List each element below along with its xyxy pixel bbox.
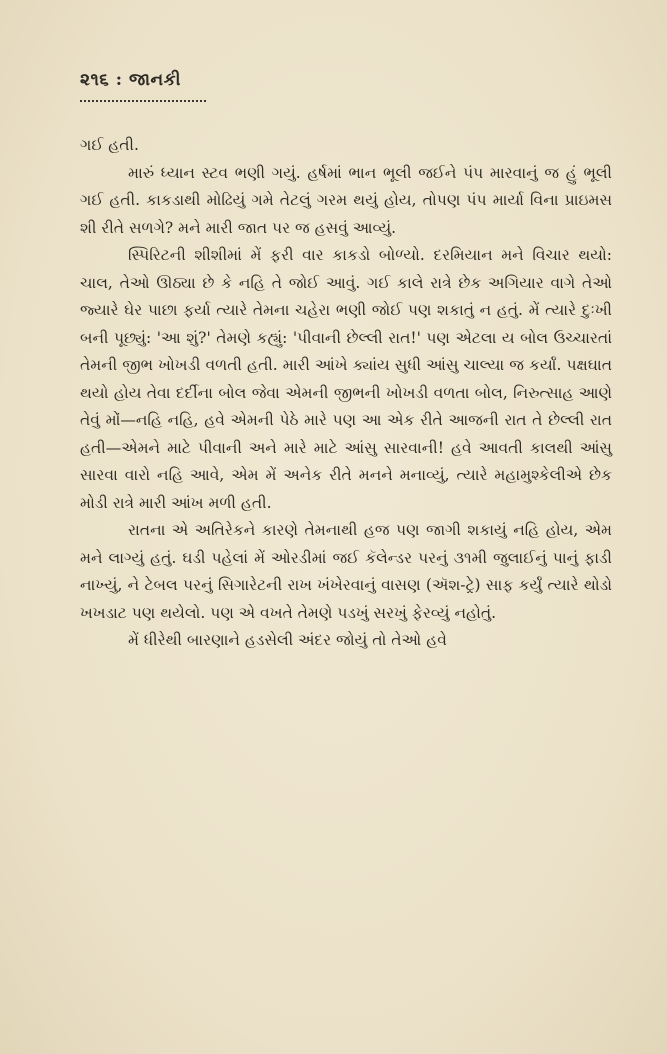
paragraph: સ્પિરિટની શીશીમાં મેં ફરી વાર કાકડો બોળ્યો. દરમિયાન મને વિચાર થયો: ચાલ, તેઓ ઊઠ્યા છે કે નહિ તે જોઈ આવું. ગઈ કાલે રાત્રે છેક અગિયાર વાગે તેઓ જ્યારે ઘેર પાછા ફર્યા ત્યારે તેમના ચહેરા ભણી જોઈ પણ શકાતું ન હતું. મેં ત્યારે દુઃખી બની પૂછ્યું: 'આ શું?' તેમણે કહ્યું: 'પીવાની છેલ્લી રાત!' પણ એટલા ય બોલ ઉચ્ચારતાં તેમની જીભ ખોખડી વળતી હતી. મારી આંખે ક્યાંય સુધી આંસુ ચાલ્યા જ કર્યાં. પક્ષઘાત થયો હોય તેવા દર્દીના બોલ જેવા એમની જીભની ખોખડી વળતા બોલ, નિરુત્સાહ આણે તેવું મોં—નહિ નહિ, હવે એમની પેઠે મારે પણ આ એક રીતે આજની રાત તે છેલ્લી રાત હતી—એમને માટે પીવાની અને મારે માટે આંસુ સારવાની! હવે આવતી કાલથી આંસુ સારવા વારો નહિ આવે, એમ મેં અનેક રીતે મનને મનાવ્યું, ત્યારે મહામુશ્કેલીએ છેક મોડી રાત્રે મારી આંખ મળી હતી. [80,246,612,512]
paragraph: મારું ધ્યાન સ્ટવ ભણી ગયું. હર્ષમાં ભાન ભૂલી જઈને પંપ મારવાનું જ હું ભૂલી ગઈ હતી. કાકડાથી મોઢિયું ગમે તેટલું ગરમ થયું હોય, તોપણ પંપ માર્યા વિના પ્રાઇમસ શી રીતે સળગે? મને મારી જાત પર જ હસવું આવ્યું. [80,163,612,237]
header-underline [80,100,206,102]
page-body [80,132,612,655]
paragraph-continuation: ગઈ હતી. [80,136,139,154]
page-header: ૨૧૬ : જાનકી [80,70,181,90]
paragraph: મેં ધીરેથી બારણાને હડસેલી અંદર જોયું તો તેઓ હવે [128,631,447,649]
paragraph: રાતના એ અતિરેકને કારણે તેમનાથી હજ પણ જાગી શકાયું નહિ હોય, એમ મને લાગ્યું હતું. ઘડી પહેલાં મેં ઓરડીમાં જઈ કૅલેન્ડર પરનું ૩૧મી જુલાઈનું પાનું ફાડી નાખ્યું, ને ટેબલ પરનું સિગારેટની રાખ ખંખેરવાનું વાસણ (ઍશ-ટ્રે) સાફ કર્યું ત્યારે થોડો ખખડાટ પણ થયેલો. પણ એ વખતે તેમણે પડખું સરખું ફેરવ્યું નહોતું. [80,521,612,622]
